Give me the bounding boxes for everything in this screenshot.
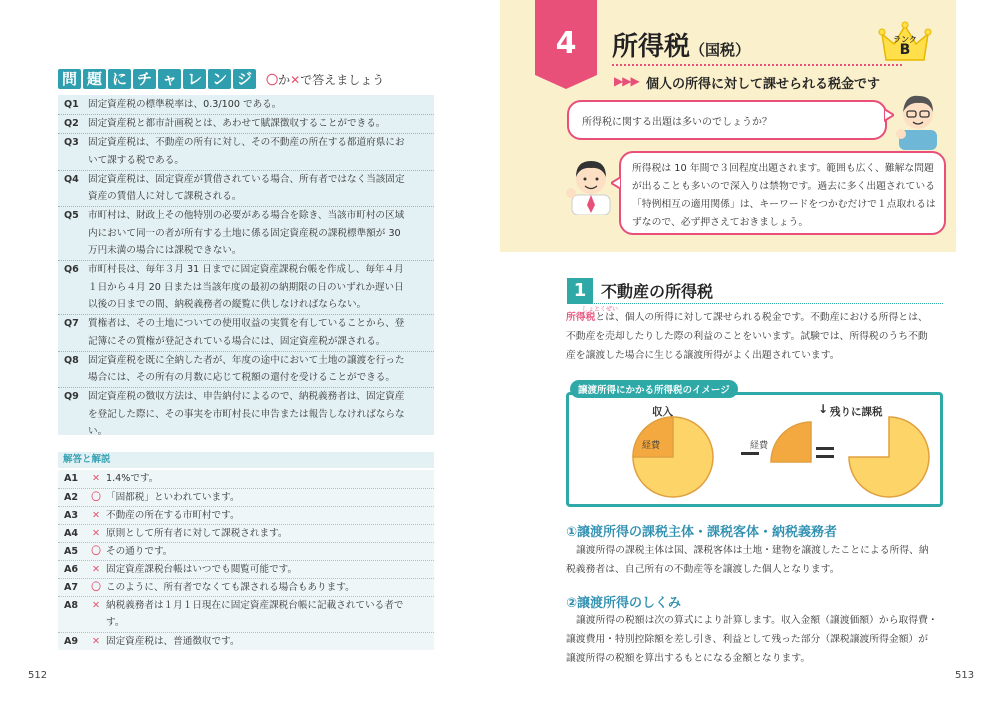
- chapter-title: [612, 26, 750, 63]
- question-line: 場合には、その所有の月数に応じて税額の還付を受けることができる。: [88, 372, 395, 383]
- section-underline: [567, 303, 943, 304]
- question-text: [88, 134, 428, 169]
- question-line: 記簿にその質権が登記されている場合には、固定資産税が課される。: [88, 335, 386, 347]
- question-line: を登記した際に、その事実を市町村長に申告または報告しなければならな: [88, 408, 405, 420]
- cross-mark-icon: ✕: [290, 72, 301, 87]
- challenge-char: 問: [58, 69, 81, 89]
- chapter-subtitle: 個人の所得に対して課せられる税金です: [646, 77, 881, 92]
- remainder-pie-icon: [849, 417, 929, 497]
- chapter-title-underline: [612, 64, 902, 66]
- subsection1-title: ①譲渡所得の課税主体・課税客体・納税義務者: [566, 525, 838, 540]
- section1-line3: 産を譲渡した場合に生じる譲渡所得がよく出題されています。: [566, 350, 840, 361]
- challenge-instruction: [266, 71, 384, 88]
- question-text: [88, 315, 428, 350]
- page-number-right: 513: [955, 670, 975, 681]
- chapter-title-paren: （国税）: [690, 41, 751, 59]
- answer-mark-icon: 〇: [91, 582, 101, 593]
- question-line: 内において同一の者が所有する土地に係る固定資産税の課税標準額が 30: [88, 227, 401, 239]
- subtitle-arrows-icon: ▶▶▶: [614, 74, 639, 88]
- question-line: 以後の日までの間、納税義務者の縦覧に供しなければならない。: [88, 299, 367, 310]
- answer-row: [58, 488, 434, 507]
- answer-number: A5: [64, 546, 79, 557]
- expense-label-1: 経費: [642, 441, 661, 451]
- question-line: 万円未満の場合には課税できない。: [88, 245, 242, 256]
- answer-row: [58, 542, 434, 561]
- answer-row: [58, 596, 434, 615]
- answer-number: A3: [64, 510, 79, 521]
- question-line: い。: [88, 426, 108, 437]
- minus-sign-icon: [741, 452, 759, 455]
- answer-mark-icon: ✕: [91, 528, 101, 539]
- question-number: Q2: [64, 118, 79, 129]
- answer-text: 1.4%です。: [106, 473, 159, 484]
- answer-row: [58, 524, 434, 543]
- challenge-char: 題: [83, 69, 106, 89]
- subsection2-line2: 譲渡費用・特別控除額を差し引き、利益として残った部分（課税譲渡所得金額）が: [566, 634, 929, 645]
- challenge-sub-rest: で答えましょう: [300, 72, 385, 87]
- answer-text: 不動産の所在する市町村です。: [106, 510, 240, 521]
- answer-text: 「固都税」といわれています。: [106, 492, 240, 503]
- question-line: 固定資産税は、不動産の所有に対し、その不動産の所在する都道府県にお: [88, 137, 405, 148]
- question-text: [88, 261, 428, 314]
- section1-line2: 不動産を売却したりした際の利益のことをいいます。試験では、所得税のうち不動: [566, 331, 928, 342]
- rank-value: B: [899, 42, 911, 58]
- challenge-char: ャ: [158, 69, 181, 89]
- subsection2-title: ②譲渡所得のしくみ: [566, 596, 682, 611]
- subsection1-paragraph: [566, 541, 944, 579]
- page-number-left: 512: [28, 670, 48, 681]
- answer-row: [58, 632, 434, 651]
- answer-row: [58, 578, 434, 597]
- answer-number: A1: [64, 473, 79, 484]
- section-title: 不動産の所得税: [601, 282, 714, 301]
- answer-text: す。: [106, 617, 125, 628]
- answer-box: [58, 470, 434, 650]
- question-bubble-text: 所得税に関する出題は多いのでしょうか？: [582, 117, 772, 128]
- answer-text: 納税義務者は１月１日現在に固定資産課税台帳に記載されている者で: [106, 600, 404, 611]
- equals-sign-icon: [816, 447, 834, 450]
- answer-number: A4: [64, 528, 79, 539]
- circle-mark-icon: 〇: [266, 72, 279, 87]
- question-line: 固定資産税は、固定資産が賃借されている場合、所有者ではなく当該固定: [88, 173, 405, 185]
- answer-row: [58, 614, 434, 632]
- answer-text: このように、所有者でなくても課される場合もあります。: [106, 582, 355, 593]
- image-label: 譲渡所得にかかる所得税のイメージ: [570, 380, 738, 398]
- question-box: [58, 95, 434, 435]
- answer-bubble-tail-icon: [611, 176, 621, 190]
- challenge-char: に: [108, 69, 131, 89]
- highlighted-term: 所得税: [566, 312, 596, 323]
- teacher-character-icon: [564, 153, 616, 215]
- challenge-sub-ka: か: [278, 72, 291, 87]
- answer-bubble-text: 所得税は 10 年間で３回程度出題されます。範囲も広く、難解な問題が出ることも多いので深入りは禁物です。過去に多く出題されている「特例相互の適用関係」は、キーワードをつかむだけで１点取れるはずなので、必ず押さえておきましょう。: [632, 163, 936, 228]
- question-line: 市町村長は、毎年３月 31 日までに固定資産課税台帳を作成し、毎年４月: [88, 264, 404, 275]
- answer-text: その通りです。: [106, 546, 173, 557]
- question-number: Q8: [64, 354, 79, 366]
- answer-row: [58, 560, 434, 579]
- answer-number: A7: [64, 582, 79, 593]
- answer-number: A8: [64, 600, 79, 611]
- answer-text: 固定資産税は、普通徴収です。: [106, 636, 240, 647]
- question-text: [88, 207, 428, 260]
- answer-mark-icon: ✕: [91, 564, 101, 575]
- expense-label-2: 経費: [750, 441, 769, 451]
- answer-row: [58, 506, 434, 525]
- chapter-title-main: 所得税: [612, 32, 691, 62]
- challenge-title-chars: [58, 69, 256, 89]
- answer-mark-icon: ✕: [91, 600, 101, 611]
- question-number: Q7: [64, 318, 79, 329]
- subsection1-line1: 譲渡所得の課税主体は国、課税客体は土地・建物を譲渡したことによる所得、納: [576, 545, 929, 556]
- answer-text: 固定資産課税台帳はいつでも閲覧可能です。: [106, 564, 298, 575]
- ruby-text: しょとくぜい: [582, 306, 619, 313]
- answer-number: A9: [64, 636, 79, 647]
- income-pie-icon: [633, 417, 713, 497]
- question-line: 質権者は、その土地についての使用収益の実質を有していることから、登: [88, 318, 405, 329]
- question-number: Q5: [64, 210, 79, 221]
- question-number: Q6: [64, 264, 79, 275]
- subsection1-line2: 税義務者は、自己所有の不動産等を譲渡した個人となります。: [566, 564, 840, 575]
- income-label: 収入: [652, 406, 673, 418]
- answer-row: [58, 470, 434, 488]
- question-text: [88, 171, 428, 206]
- answer-number: A2: [64, 492, 79, 503]
- question-line: 資産の賃借人に対して課税される。: [88, 191, 242, 202]
- section1-line1: [566, 308, 944, 327]
- question-line: 固定資産税と都市計画税とは、あわせて賦課徴収することができる。: [88, 118, 386, 129]
- expense-slice-icon: [771, 422, 811, 462]
- subsection2-line3: 譲渡所得の税額を算出するもとになる金額となります。: [566, 653, 811, 664]
- answer-mark-icon: 〇: [91, 546, 101, 557]
- taxed-remainder-label: 残りに課税: [830, 406, 883, 418]
- question-line: いて課する税である。: [88, 154, 184, 166]
- answers-label: 解答と解説: [58, 452, 434, 468]
- question-text: [88, 115, 428, 133]
- answer-number: A6: [64, 564, 79, 575]
- answer-text: 原則として所有者に対して課税されます。: [106, 528, 288, 539]
- question-number: Q9: [64, 391, 79, 402]
- section1-paragraph: [566, 308, 944, 365]
- answer-mark-icon: ✕: [91, 636, 101, 647]
- question-number: Q3: [64, 137, 79, 148]
- answer-mark-icon: ✕: [91, 473, 101, 484]
- section1-line1-rest: とは、個人の所得に対して課せられる税金です。不動産における所得とは、: [595, 312, 928, 323]
- question-text: [88, 352, 428, 387]
- question-line: １日から４月 20 日または当該年度の最初の納期限の日のいずれか遅い日: [88, 281, 404, 293]
- challenge-char: ン: [208, 69, 231, 89]
- challenge-char: レ: [183, 69, 206, 89]
- rank-label: ランク: [893, 35, 917, 44]
- challenge-title: [58, 68, 384, 90]
- subsection2-line1: 譲渡所得の税額は次の算式により計算します。収入金額（譲渡価額）から取得費・: [576, 615, 938, 626]
- question-number: Q4: [64, 173, 79, 185]
- challenge-char: チ: [133, 69, 156, 89]
- challenge-char: ジ: [233, 69, 256, 89]
- section-number: 1: [567, 278, 593, 304]
- answer-mark-icon: ✕: [91, 510, 101, 521]
- question-line: 市町村は、財政上その他特別の必要がある場合を除き、当該市町村の区域: [88, 210, 405, 221]
- subsection2-paragraph: [566, 611, 944, 668]
- question-text: [88, 96, 428, 114]
- question-line: 固定資産税を既に全納した者が、年度の途中において土地の譲渡を行った: [88, 354, 405, 366]
- question-text: [88, 388, 428, 441]
- down-arrow-icon: ↓: [818, 402, 829, 416]
- chapter-number: 4: [555, 26, 577, 61]
- question-number: Q1: [64, 99, 79, 110]
- answer-mark-icon: 〇: [91, 492, 101, 503]
- question-line: 固定資産税の標準税率は、0.3/100 である。: [88, 99, 282, 110]
- question-line: 固定資産税の徴収方法は、申告納付によるので、納税義務者は、固定資産: [88, 391, 405, 402]
- student-character-icon: [893, 90, 943, 150]
